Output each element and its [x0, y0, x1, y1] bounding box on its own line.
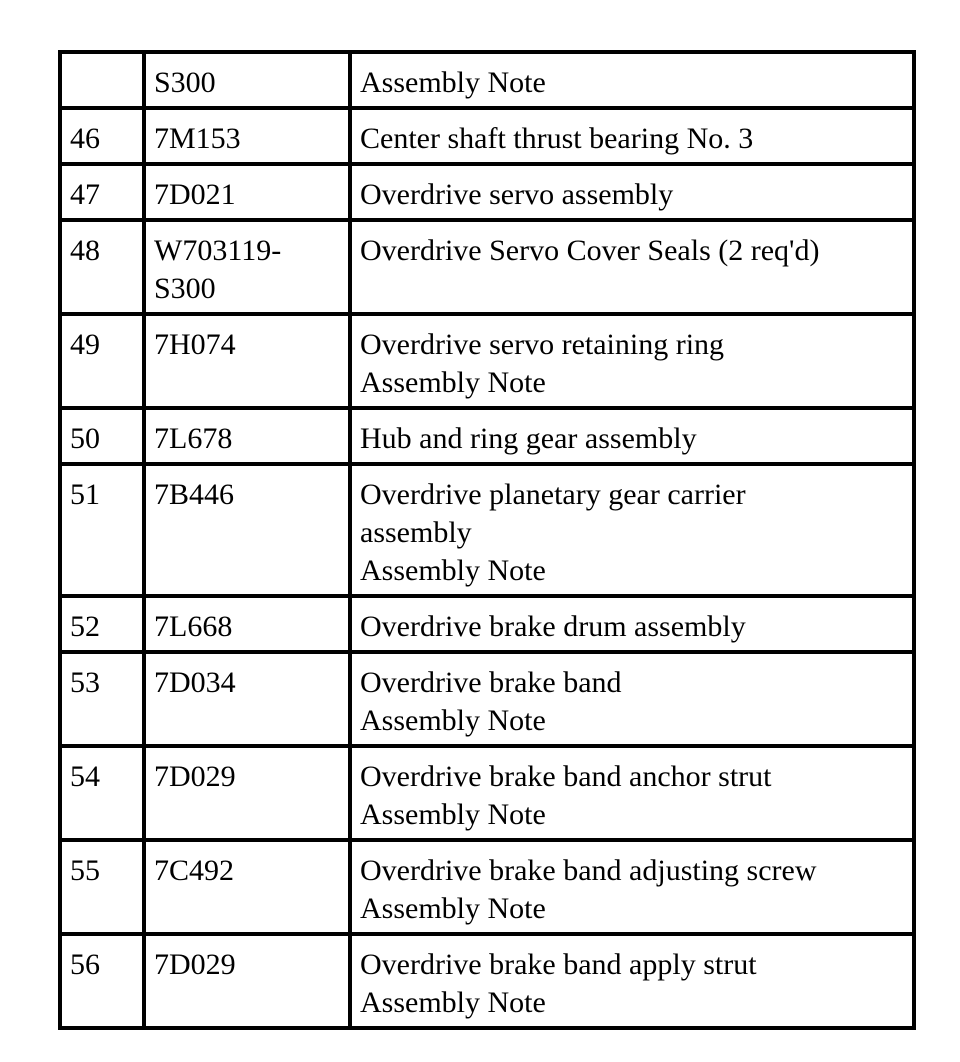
table-row: [60, 314, 914, 408]
part-number-cell: [144, 164, 350, 220]
description-line: Assembly Note: [360, 986, 546, 1019]
part-number-line: W703119-: [154, 234, 282, 267]
part-number-cell: [144, 220, 350, 314]
item-number-cell: [60, 746, 144, 840]
description-line: Overdrive brake band apply strut: [360, 948, 757, 981]
part-number-line: 7D034: [154, 666, 236, 699]
description-line: Overdrive brake drum assembly: [360, 610, 746, 643]
description-line: Overdrive brake band anchor strut: [360, 760, 772, 793]
description-line: assembly: [360, 516, 472, 549]
table-row: [60, 934, 914, 1028]
part-number-line: 7D029: [154, 760, 236, 793]
item-number: 52: [70, 610, 100, 643]
description-line: Hub and ring gear assembly: [360, 422, 697, 455]
description-line: Overdrive Servo Cover Seals (2 req'd): [360, 234, 820, 267]
item-number: 47: [70, 178, 100, 211]
table-row: [60, 108, 914, 164]
item-number-cell: [60, 220, 144, 314]
table-row: [60, 164, 914, 220]
item-number: 55: [70, 854, 100, 887]
table-row: [60, 464, 914, 596]
part-number-line: 7B446: [154, 478, 235, 511]
part-number-line: 7D029: [154, 948, 236, 981]
description-cell: [350, 596, 914, 652]
part-number-line: S300: [154, 66, 216, 99]
table-row: [60, 652, 914, 746]
description-cell: [350, 746, 914, 840]
item-number-cell: [60, 314, 144, 408]
part-number-cell: [144, 464, 350, 596]
item-number-cell: [60, 934, 144, 1028]
description-cell: [350, 52, 914, 108]
description-line: Overdrive planetary gear carrier: [360, 478, 746, 511]
item-number-cell: [60, 840, 144, 934]
part-number-cell: [144, 840, 350, 934]
part-number-line: 7L668: [154, 610, 233, 643]
item-number: 50: [70, 422, 100, 455]
part-number-cell: [144, 52, 350, 108]
item-number-cell: [60, 596, 144, 652]
item-number: 48: [70, 234, 100, 267]
part-number-cell: [144, 652, 350, 746]
description-line: Assembly Note: [360, 704, 546, 737]
table-row: [60, 408, 914, 464]
table-row: [60, 746, 914, 840]
table-row: [60, 220, 914, 314]
table-row: [60, 596, 914, 652]
description-line: Overdrive brake band: [360, 666, 622, 699]
part-number-cell: [144, 408, 350, 464]
description-cell: [350, 108, 914, 164]
description-line: Overdrive brake band adjusting screw: [360, 854, 817, 887]
description-cell: [350, 314, 914, 408]
item-number-cell: [60, 464, 144, 596]
item-number-cell: [60, 52, 144, 108]
item-number: 49: [70, 328, 100, 361]
part-number-cell: [144, 314, 350, 408]
description-line: Assembly Note: [360, 366, 546, 399]
part-number-cell: [144, 596, 350, 652]
part-number-line: 7M153: [154, 122, 241, 155]
item-number-cell: [60, 652, 144, 746]
description-line: Assembly Note: [360, 66, 546, 99]
part-number-cell: [144, 746, 350, 840]
item-number-cell: [60, 408, 144, 464]
part-number-line: 7D021: [154, 178, 236, 211]
description-line: Center shaft thrust bearing No. 3: [360, 122, 754, 155]
item-number: 53: [70, 666, 100, 699]
part-number-line: S300: [154, 272, 216, 305]
description-line: Assembly Note: [360, 554, 546, 587]
description-cell: [350, 408, 914, 464]
description-cell: [350, 220, 914, 314]
description-cell: [350, 840, 914, 934]
part-number-line: 7H074: [154, 328, 236, 361]
description-line: Assembly Note: [360, 798, 546, 831]
item-number-cell: [60, 164, 144, 220]
description-cell: [350, 464, 914, 596]
description-cell: [350, 164, 914, 220]
description-line: Assembly Note: [360, 892, 546, 925]
item-number-cell: [60, 108, 144, 164]
item-number: 54: [70, 760, 100, 793]
description-cell: [350, 934, 914, 1028]
item-number: 51: [70, 478, 100, 511]
item-number: 46: [70, 122, 100, 155]
part-number-cell: [144, 108, 350, 164]
description-cell: [350, 652, 914, 746]
part-number-line: 7C492: [154, 854, 235, 887]
parts-table: [58, 50, 916, 1030]
part-number-cell: [144, 934, 350, 1028]
description-line: Overdrive servo assembly: [360, 178, 674, 211]
item-number: 56: [70, 948, 100, 981]
description-line: Overdrive servo retaining ring: [360, 328, 725, 361]
table-row: [60, 52, 914, 108]
table-row: [60, 840, 914, 934]
part-number-line: 7L678: [154, 422, 233, 455]
